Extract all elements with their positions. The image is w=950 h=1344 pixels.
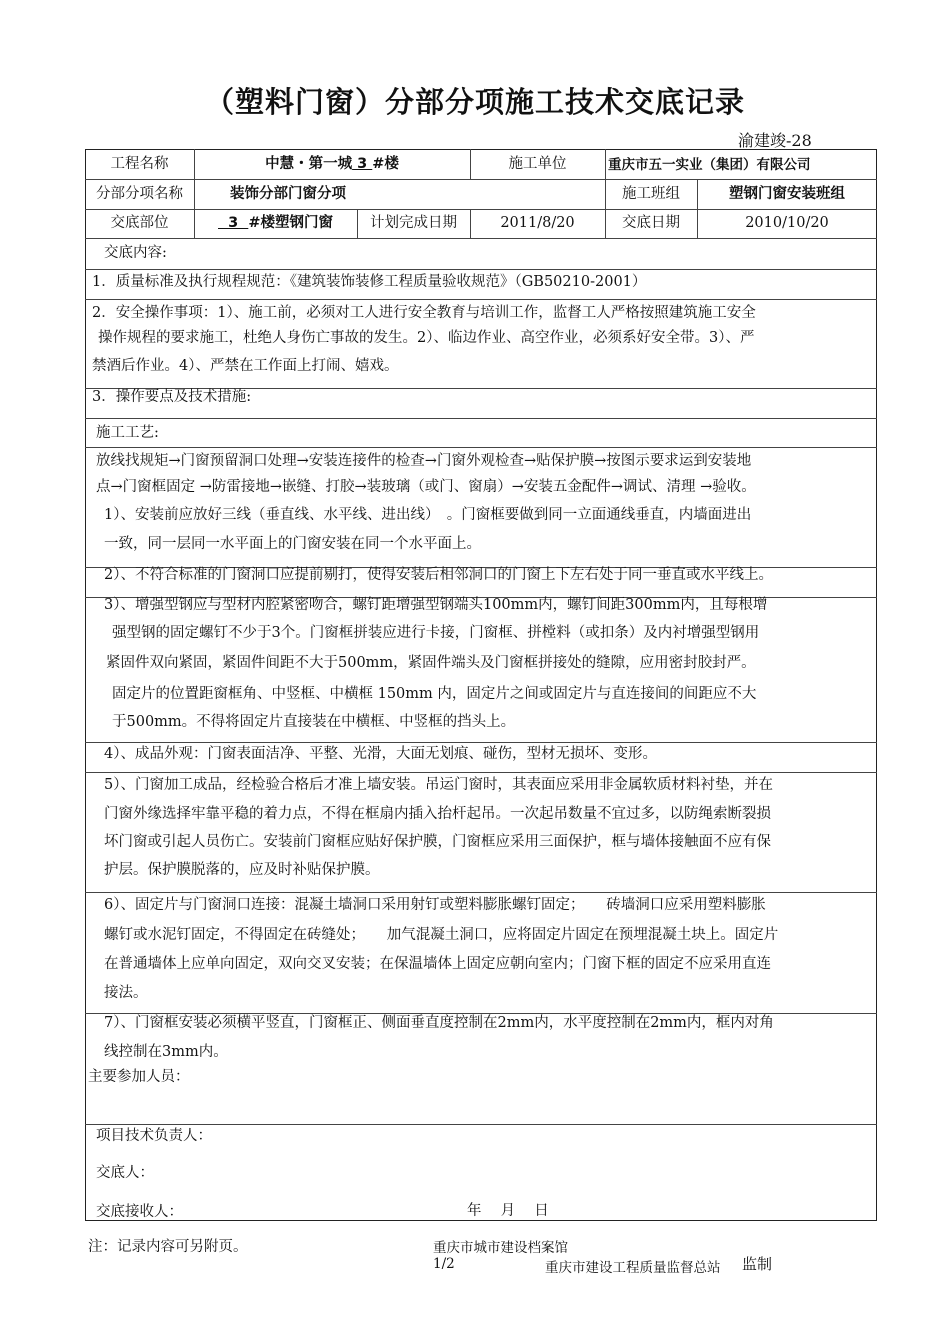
content-line: 3）、增强型钢应与型材内腔紧密吻合，螺钉距增强型钢端头100mm内，螺钉间距300mm内，且每根增 [104, 597, 768, 613]
footer-archive: 重庆市城市建设档案馆 [433, 1240, 568, 1256]
contractor-label: 施工单位 [508, 156, 567, 172]
subitem-label: 分部分项名称 [96, 186, 183, 202]
tech-lead-label: 项目技术负责人： [96, 1128, 212, 1144]
location-label: 交底部位 [110, 215, 169, 231]
footer-supervisor: 重庆市建设工程质量监督总站 [545, 1260, 721, 1276]
content-line: 点→门窗框固定 →防雷接地→嵌缝、打胶→装玻璃（或门、窗扇）→安装五金配件→调试、清理 →验收。 [96, 479, 756, 495]
page-title: （塑料门窗）分部分项施工技术交底记录 [204, 85, 745, 119]
content-line: 一致，同一层同一水平面上的门窗安装在同一个水平面上。 [104, 536, 481, 552]
receiver-label: 交底接收人： [96, 1204, 183, 1220]
content-line: 5）、门窗加工成品，经检验合格后才准上墙安装。吊运门窗时，其表面应采用非金属软质材料衬垫，并在 [104, 777, 773, 793]
content-heading: 交底内容: [104, 245, 167, 261]
content-line: 固定片的位置距窗框角、中竖框、中横框 150mm 内，固定片之间或固定片与直连接间的间距应不大 [112, 686, 757, 702]
content-line: 接法。 [104, 985, 148, 1001]
team-value: 塑钢门窗安装班组 [729, 186, 845, 202]
brief-date-value: 2010/10/20 [745, 215, 829, 231]
content-line: 在普通墙体上应单向固定，双向交叉安装；在保温墙体上固定应朝向室内；门窗下框的固定不应采用直连 [104, 956, 771, 972]
content-line: 于500mm。不得将固定片直接装在中横框、中竖框的挡头上。 [112, 714, 516, 730]
grid-line [605, 149, 606, 179]
footer-note: 注：记录内容可另附页。 [88, 1239, 248, 1255]
content-line: 2．安全操作事项：1）、施工前，必须对工人进行安全教育与培训工作，监督工人严格按照建筑施工安全 [92, 305, 756, 321]
grid-line [85, 742, 877, 743]
content-line: 施工工艺: [96, 425, 159, 441]
subitem-value: 装饰分部门窗分项 [230, 186, 346, 202]
project-name-value: 中慧・第一城 3 #楼 [265, 156, 399, 172]
grid-line [85, 418, 877, 419]
content-line: 2）、不符合标准的门窗洞口应提前剔打，使得安装后相邻洞口的门窗上下左右处于同一垂直或水平线上。 [104, 567, 773, 583]
participants-label: 主要参加人员： [88, 1069, 190, 1085]
content-line: 1）、安装前应放好三线（垂直线、水平线、进出线） 。门窗框要做到同一立面通线垂直，内墙面进出 [104, 507, 752, 523]
content-line: 4）、成品外观：门窗表面洁净、平整、光滑，大面无划痕、碰伤，型材无损坏、变形。 [104, 746, 657, 762]
grid-line [85, 1124, 877, 1125]
grid-line [85, 892, 877, 893]
content-line: 7）、门窗框安装必须横平竖直，门窗框正、侧面垂直度控制在2mm内，水平度控制在2mm内，框内对角 [104, 1015, 774, 1031]
plan-date-value: 2011/8/20 [500, 215, 575, 231]
content-line: 护层。保护膜脱落的，应及时补贴保护膜。 [104, 862, 380, 878]
content-line: 坏门窗或引起人员伤亡。安装前门窗框应贴好保护膜，门窗框应采用三面保护，框与墙体接触面不应有保 [104, 834, 771, 850]
project-name-label: 工程名称 [110, 156, 169, 172]
team-label: 施工班组 [622, 186, 680, 202]
content-line: 3．操作要点及技术措施: [92, 389, 252, 405]
content-line: 强型钢的固定螺钉不少于3个。门窗框拼装应进行卡接，门窗框、拼樘料（或扣条）及内衬增强型钢用 [112, 625, 760, 641]
grid-line [85, 179, 877, 180]
briefer-label: 交底人： [96, 1165, 154, 1181]
sign-date: 年 月 日 [467, 1203, 549, 1219]
content-line: 1．质量标准及执行规程规范：《建筑装饰装修工程质量验收规范》（GB50210-2001） [92, 274, 647, 290]
brief-date-label: 交底日期 [622, 215, 680, 231]
content-line: 6）、固定片与门窗洞口连接：混凝土墙洞口采用射钉或塑料膨胀螺钉固定； 砖墙洞口应采用塑料膨胀 [104, 897, 766, 913]
grid-line [85, 447, 877, 448]
grid-line [85, 238, 877, 239]
content-line: 禁酒后作业。4）、严禁在工作面上打闹、嬉戏。 [92, 358, 399, 374]
content-line: 线控制在3mm内。 [104, 1044, 228, 1060]
footer-page: 1/2 [433, 1256, 455, 1272]
grid-line [85, 299, 877, 300]
grid-line [85, 269, 877, 270]
plan-date-label: 计划完成日期 [370, 215, 457, 231]
content-line: 螺钉或水泥钉固定，不得固定在砖缝处； 加气混凝土洞口，应将固定片固定在预埋混凝土块上。固定片 [104, 927, 779, 943]
location-value: 3 #楼塑钢门窗 [218, 215, 333, 231]
grid-line [85, 209, 877, 210]
content-line: 紧固件双向紧固，紧固件间距不大于500mm，紧固件端头及门窗框拼接处的缝隙，应用密封胶封严。 [106, 655, 756, 671]
footer-supervise-word: 监制 [742, 1255, 773, 1273]
content-line: 操作规程的要求施工，杜绝人身伤亡事故的发生。2）、临边作业、高空作业，必须系好安全带。3）、严 [98, 330, 755, 346]
grid-line [85, 772, 877, 773]
content-line: 放线找规矩→门窗预留洞口处理→安装连接件的检查→门窗外观检查→贴保护膜→按图示要求运到安装地 [96, 453, 752, 469]
contractor-value: 重庆市五一实业（集团）有限公司 [608, 157, 811, 173]
document-code: 渝建竣-28 [738, 131, 812, 150]
content-line: 门窗外缘选择牢靠平稳的着力点，不得在框扇内插入抬杆起吊。一次起吊数量不宜过多，以防绳索断裂损 [104, 806, 771, 822]
